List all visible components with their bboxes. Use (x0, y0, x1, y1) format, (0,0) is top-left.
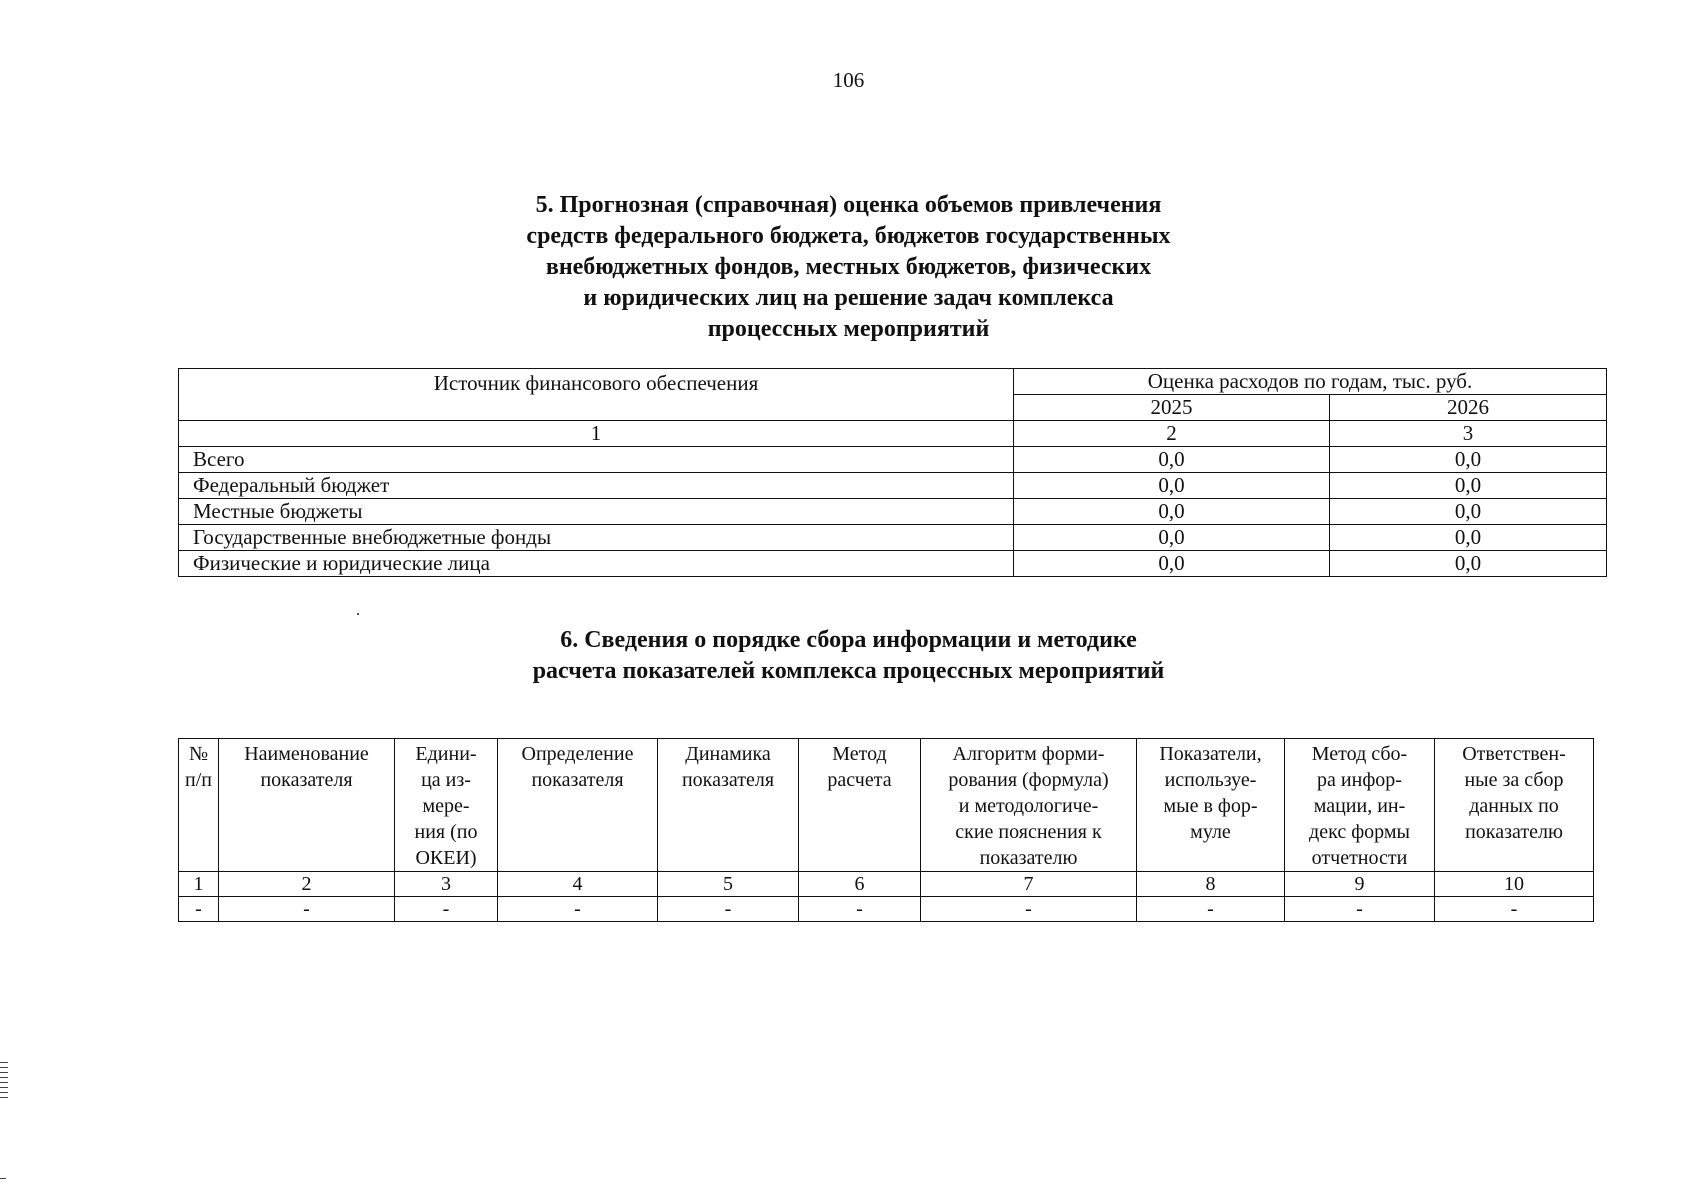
margin-marks (0, 1062, 8, 1100)
section-5-title-line: процессных мероприятий (707, 316, 990, 342)
header-line: мые в фор- (1163, 795, 1258, 817)
header-collection-method (1285, 739, 1435, 872)
col-number: 3 (1330, 421, 1607, 447)
row-value-2026: 0,0 (1330, 499, 1607, 525)
col-number: 1 (179, 421, 1014, 447)
header-line: Алгоритм форми- (952, 743, 1105, 765)
table-row (179, 473, 1607, 499)
header-line: рования (формула) (948, 769, 1109, 791)
table-cell: - (799, 897, 921, 922)
row-value-2025: 0,0 (1014, 551, 1330, 577)
header-line: и методологиче- (958, 795, 1099, 817)
header-line: Наименование (244, 743, 369, 765)
table-row (179, 499, 1607, 525)
row-source: Физические и юридические лица (179, 551, 1014, 577)
header-line: ца из- (421, 769, 471, 791)
row-value-2026: 0,0 (1330, 473, 1607, 499)
col-number: 8 (1137, 872, 1285, 897)
header-line: показателя (681, 769, 775, 791)
header-line: № (188, 743, 209, 765)
margin-mark (0, 1178, 6, 1179)
methodology-header-row (179, 739, 1594, 872)
section-5-title-line: внебюджетных фондов, местных бюджетов, физических (545, 254, 1152, 280)
col-number: 2 (1014, 421, 1330, 447)
header-line: ОКЕИ) (415, 847, 477, 869)
header-calc-method (799, 739, 921, 872)
header-year-2025: 2025 (1014, 395, 1330, 421)
header-line: мере- (422, 795, 470, 817)
header-line: муле (1190, 821, 1231, 843)
row-value-2026: 0,0 (1330, 525, 1607, 551)
col-number: 10 (1435, 872, 1594, 897)
header-definition (498, 739, 658, 872)
row-source: Федеральный бюджет (179, 473, 1014, 499)
header-line: декс формы (1309, 821, 1410, 843)
col-number: 2 (219, 872, 395, 897)
row-value-2025: 0,0 (1014, 447, 1330, 473)
col-number: 9 (1285, 872, 1435, 897)
header-line: Определение (521, 743, 634, 765)
header-line: расчета (827, 769, 892, 791)
col-number: 5 (658, 872, 799, 897)
row-value-2026: 0,0 (1330, 551, 1607, 577)
table-cell: - (1435, 897, 1594, 922)
header-line: показателя (260, 769, 353, 791)
header-indicator-name (219, 739, 395, 872)
row-source: Всего (179, 447, 1014, 473)
header-line: показателю (1465, 821, 1563, 843)
table-row (179, 525, 1607, 551)
section-6-title-line: 6. Сведения о порядке сбора информации и методике (560, 627, 1137, 653)
section-5-title (0, 190, 1697, 345)
scan-speck (357, 613, 359, 615)
header-line: показателю (979, 847, 1078, 869)
header-line: Показатели, (1159, 743, 1262, 765)
page-number: 106 (832, 68, 865, 92)
table-row (179, 447, 1607, 473)
table-cell: - (498, 897, 658, 922)
header-line: ра инфор- (1317, 769, 1402, 791)
header-line: п/п (185, 769, 212, 791)
row-value-2025: 0,0 (1014, 525, 1330, 551)
col-number: 4 (498, 872, 658, 897)
header-responsible (1435, 739, 1594, 872)
section-5-title-line: и юридических лиц на решение задач комплекса (583, 285, 1114, 311)
table-cell: - (921, 897, 1137, 922)
header-line: Ответствен- (1462, 743, 1566, 765)
section-5-title-line: средств федерального бюджета, бюджетов государственных (526, 223, 1171, 249)
row-value-2026: 0,0 (1330, 447, 1607, 473)
header-unit (395, 739, 498, 872)
row-source: Местные бюджеты (179, 499, 1014, 525)
header-line: ские пояснения к (955, 821, 1102, 843)
header-line: Метод (832, 743, 887, 765)
financing-col-numbers-row (179, 421, 1607, 447)
header-number (179, 739, 219, 872)
financing-table (178, 368, 1607, 577)
header-line: ные за сбор (1464, 769, 1564, 791)
table-row (179, 551, 1607, 577)
section-5-title-line: 5. Прогнозная (справочная) оценка объемов привлечения (535, 192, 1162, 218)
header-dynamics (658, 739, 799, 872)
header-line: мации, ин- (1313, 795, 1406, 817)
row-value-2025: 0,0 (1014, 499, 1330, 525)
header-line: показателя (531, 769, 624, 791)
header-line: Едини- (415, 743, 477, 765)
methodology-table (178, 738, 1594, 922)
financing-header-row (179, 369, 1607, 395)
table-cell: - (179, 897, 219, 922)
header-estimate: Оценка расходов по годам, тыс. руб. (1014, 369, 1607, 395)
table-cell: - (219, 897, 395, 922)
table-cell: - (1285, 897, 1435, 922)
table-row (179, 897, 1594, 922)
header-line: используе- (1164, 769, 1257, 791)
col-number: 1 (179, 872, 219, 897)
col-number: 3 (395, 872, 498, 897)
header-year-2026: 2026 (1330, 395, 1607, 421)
header-source: Источник финансового обеспечения (179, 369, 1014, 421)
table-cell: - (658, 897, 799, 922)
section-6-title (0, 625, 1697, 687)
header-indicators-used (1137, 739, 1285, 872)
row-value-2025: 0,0 (1014, 473, 1330, 499)
header-line: Метод сбо- (1311, 743, 1408, 765)
header-line: Динамика (685, 743, 771, 765)
header-line: данных по (1469, 795, 1559, 817)
methodology-col-numbers-row (179, 872, 1594, 897)
header-line: ния (по (414, 821, 478, 843)
col-number: 7 (921, 872, 1137, 897)
section-6-title-line: расчета показателей комплекса процессных мероприятий (532, 658, 1165, 684)
table-cell: - (395, 897, 498, 922)
header-line: отчетности (1311, 847, 1408, 869)
header-algorithm (921, 739, 1137, 872)
table-cell: - (1137, 897, 1285, 922)
row-source: Государственные внебюджетные фонды (179, 525, 1014, 551)
col-number: 6 (799, 872, 921, 897)
